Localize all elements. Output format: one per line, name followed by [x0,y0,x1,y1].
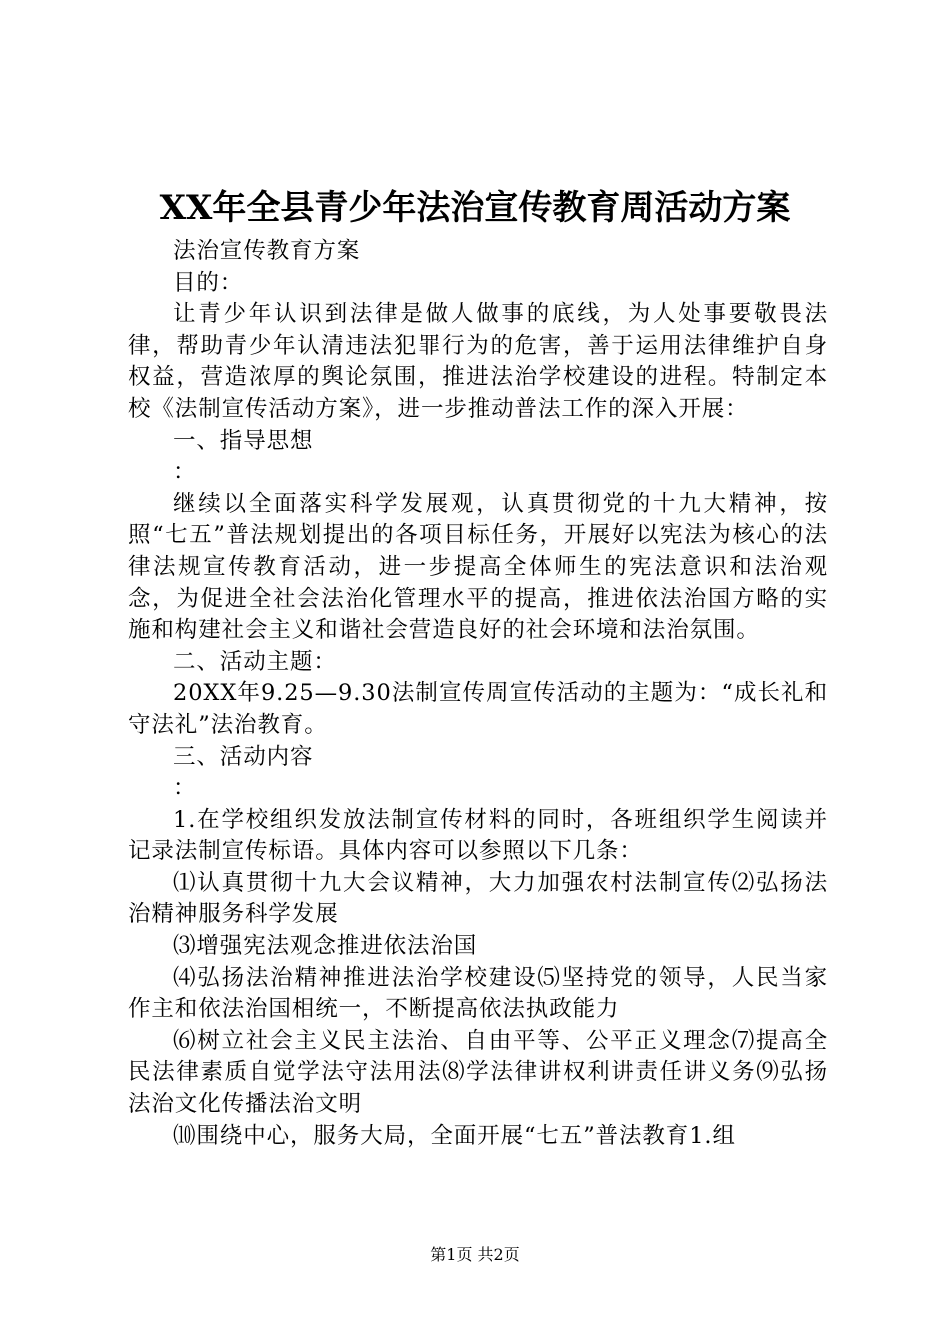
section-heading-guiding-ideology: 一、指导思想 [173,427,314,454]
slogan-item: ⑴认真贯彻十九大会议精神，大力加强农村法制宣传⑵弘扬法治精神服务科学发展 [128,869,828,928]
document-body [128,236,828,1152]
paragraph-plan-name: 法治宣传教育方案 [173,238,361,264]
paragraph-guiding-ideology: 继续以全面落实科学发展观，认真贯彻党的十九大精神，按照“七五”普法规划提出的各项目标任务，开展好以宪法为核心的法律法规宣传教育活动，进一步提高全体师生的宪法意识和法治观念，为促进全社会法治化管理水平的提高，推进依法治国方略的实施和构建社会主义和谐社会营造良好的社会环境和法治氛围。 [128,490,828,644]
section-heading-colon: ： [173,775,197,802]
paragraph-activity-theme: 20XX年9.25—9.30法制宣传周宣传活动的主题为：“成长礼和守法礼”法治教育。 [128,680,828,738]
slogan-item: ⑶增强宪法观念推进依法治国 [173,933,478,960]
paragraph-purpose-heading: 目的： [173,269,244,296]
slogan-item: ⑽围绕中心，服务大局，全面开展“七五”普法教育1.组 [173,1122,736,1149]
document-title: XX年全县青少年法治宣传教育周活动方案 [159,188,791,228]
slogan-item: ⑷弘扬法治精神推进法治学校建设⑸坚持党的领导，人民当家作主和依法治国相统一，不断提高依法执政能力 [128,964,828,1023]
section-heading-colon: ： [173,459,197,486]
slogan-item: ⑹树立社会主义民主法治、自由平等、公平正义理念⑺提高全民法律素质自觉学法守法用法⑻学法律讲权利讲责任讲义务⑼弘扬法治文化传播法治文明 [128,1027,828,1118]
paragraph-purpose: 让青少年认识到法律是做人做事的底线，为人处事要敬畏法律，帮助青少年认清违法犯罪行为的危害，善于运用法律维护自身权益，营造浓厚的舆论氛围，推进法治学校建设的进程。特制定本校《法制宣传活动方案》，进一步推动普法工作的深入开展： [128,301,828,422]
page-footer: 第1页 共2页 [430,1245,520,1264]
paragraph-content-item-1: 1.在学校组织发放法制宣传材料的同时，各班组织学生阅读并记录法制宣传标语。具体内容可以参照以下几条： [128,806,828,865]
section-heading-activity-content: 三、活动内容 [173,743,314,770]
section-heading-activity-theme: 二、活动主题： [173,648,337,675]
